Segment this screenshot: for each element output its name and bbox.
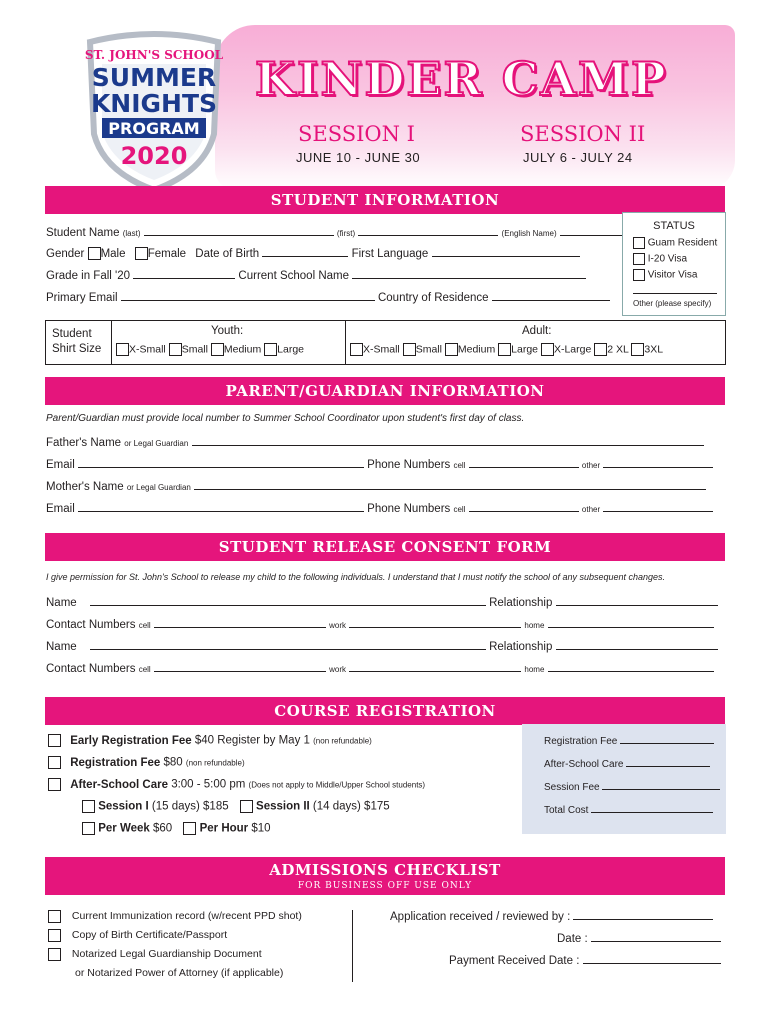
release-cell-field[interactable] xyxy=(154,618,326,628)
release-contact-row-2 xyxy=(46,662,714,675)
adult-xlarge-checkbox[interactable] xyxy=(541,343,554,356)
parent-info-heading: PARENT/GUARDIAN INFORMATION xyxy=(45,377,725,405)
adult-medium-checkbox[interactable] xyxy=(445,343,458,356)
per-week-amount: $60 xyxy=(152,822,173,835)
last-label: (last) xyxy=(122,229,141,238)
early-note: Register by May 1 xyxy=(217,734,310,747)
non-refundable-label: (non refundable) xyxy=(185,758,245,768)
work-label: work xyxy=(329,621,346,630)
early-registration-row xyxy=(48,734,372,747)
logo-line1: SUMMER xyxy=(91,63,217,92)
header xyxy=(0,0,770,185)
checklist-heading: ADMISSIONS CHECKLIST xyxy=(269,861,501,879)
page-title: KINDER CAMP xyxy=(255,52,668,106)
cell-label: cell xyxy=(453,505,466,514)
guam-resident-label: Guam Resident xyxy=(647,237,718,249)
relationship-label: Relationship xyxy=(489,597,553,609)
pink-brush-background xyxy=(215,25,735,190)
contact-numbers-label: Contact Numbers xyxy=(46,619,136,631)
checklist-subheading: FOR BUSINESS OFF USE ONLY xyxy=(297,881,473,891)
status-panel xyxy=(622,212,726,316)
first-name-field[interactable] xyxy=(358,226,498,236)
checklist-band xyxy=(45,857,725,895)
payment-label: Payment Received Date : xyxy=(449,955,580,967)
shirt-label-line2: Shirt Size xyxy=(52,343,102,355)
primary-email-label: Primary Email xyxy=(46,292,118,304)
session-2-dates: JULY 6 - JULY 24 xyxy=(523,150,633,165)
first-language-field[interactable] xyxy=(432,247,580,257)
panel-row xyxy=(544,803,713,816)
status-other-label: Other (please specify) xyxy=(633,299,712,308)
english-name-field[interactable] xyxy=(560,226,630,236)
checklist-item-label: Current Immunization record (w/recent PPD shot) xyxy=(71,910,302,923)
shirt-divider xyxy=(111,321,112,364)
release-home-field[interactable] xyxy=(548,618,714,628)
adult-3xl-checkbox[interactable] xyxy=(631,343,644,356)
home-label: home xyxy=(524,621,545,630)
registration-fee-row xyxy=(48,756,245,769)
release-name-field[interactable] xyxy=(90,640,486,650)
shirt-label-line1: Student xyxy=(52,328,92,340)
youth-small-checkbox[interactable] xyxy=(169,343,182,356)
male-checkbox[interactable] xyxy=(88,247,101,260)
panel-afterschool-field[interactable] xyxy=(626,757,710,767)
home-label: home xyxy=(524,665,545,674)
status-title: STATUS xyxy=(653,220,695,232)
status-option-guam xyxy=(633,237,717,249)
status-option-i20 xyxy=(633,253,687,265)
male-label: Male xyxy=(100,248,126,260)
checklist-divider xyxy=(352,910,353,982)
session-1-checkbox[interactable] xyxy=(82,800,95,813)
legal-guardian-label: or Legal Guardian xyxy=(124,439,189,448)
session-2-checkbox[interactable] xyxy=(240,800,253,813)
adult-size-label: 2 XL xyxy=(607,343,629,356)
adult-2xl-checkbox[interactable] xyxy=(594,343,607,356)
relationship-label: Relationship xyxy=(489,641,553,653)
release-work-field[interactable] xyxy=(349,662,521,672)
first-label: (first) xyxy=(336,229,356,238)
logo-school: ST. JOHN'S SCHOOL xyxy=(84,48,224,62)
fathers-name-field[interactable] xyxy=(192,436,704,446)
date-row xyxy=(557,932,721,945)
session-2-detail: (14 days) $175 xyxy=(312,800,390,813)
youth-size-label: Medium xyxy=(223,343,262,356)
email-label: Email xyxy=(46,459,75,471)
female-label: Female xyxy=(147,248,187,260)
release-home-field[interactable] xyxy=(548,662,714,672)
mother-cell-field[interactable] xyxy=(469,502,579,512)
logo-line3: PROGRAM xyxy=(108,119,200,138)
mother-row xyxy=(46,480,706,493)
panel-row xyxy=(544,780,720,793)
release-heading: STUDENT RELEASE CONSENT FORM xyxy=(45,533,725,561)
per-hour-amount: $10 xyxy=(251,822,271,835)
logo-year: 2020 xyxy=(120,142,188,170)
release-name-field[interactable] xyxy=(90,596,486,606)
country-label: Country of Residence xyxy=(377,292,489,304)
adult-size-label: X-Small xyxy=(363,343,400,356)
date-label: Date : xyxy=(557,933,588,945)
date-field[interactable] xyxy=(591,932,721,942)
course-heading: COURSE REGISTRATION xyxy=(45,697,725,725)
youth-size-label: Large xyxy=(277,343,305,356)
adult-large-checkbox[interactable] xyxy=(498,343,511,356)
shirt-size-table xyxy=(45,320,726,365)
other-label: other xyxy=(581,505,601,514)
afterschool-time: 3:00 - 5:00 pm xyxy=(171,778,246,791)
youth-sizes xyxy=(116,343,304,356)
relationship-field[interactable] xyxy=(556,640,718,650)
adult-size-label: Medium xyxy=(457,343,496,356)
youth-label: Youth: xyxy=(211,325,244,337)
reg-amount: $80 xyxy=(163,756,183,769)
cell-label: cell xyxy=(138,665,151,674)
checklist-item-label: Copy of Birth Certificate/Passport xyxy=(71,929,228,942)
father-cell-field[interactable] xyxy=(469,458,579,468)
rate-choice-row xyxy=(82,822,271,835)
father-email-row xyxy=(46,458,713,471)
contact-numbers-label: Contact Numbers xyxy=(46,663,136,675)
status-other-field[interactable] xyxy=(633,293,717,294)
checklist-item xyxy=(48,948,262,961)
relationship-field[interactable] xyxy=(556,596,718,606)
student-name-row xyxy=(46,226,630,239)
mother-email-row xyxy=(46,502,713,515)
country-field[interactable] xyxy=(492,291,610,301)
release-contact-row-1 xyxy=(46,618,714,631)
guardianship-checkbox[interactable] xyxy=(48,948,61,961)
mothers-name-field[interactable] xyxy=(194,480,706,490)
panel-registration-fee-field[interactable] xyxy=(620,734,714,744)
panel-total-cost-label: Total Cost xyxy=(544,805,589,816)
i20-visa-label: I-20 Visa xyxy=(647,253,688,265)
early-label: Early Registration Fee xyxy=(70,734,192,747)
session-2-label: SESSION II xyxy=(520,122,646,146)
shirt-label xyxy=(52,327,101,357)
per-week-option: Per Week xyxy=(98,822,150,835)
checklist-item-sub: or Notarized Power of Attorney (if applicable) xyxy=(75,967,284,979)
registration-fee-checkbox[interactable] xyxy=(48,756,61,769)
panel-total-cost-field[interactable] xyxy=(591,803,713,813)
youth-size-label: X-Small xyxy=(129,343,166,356)
legal-guardian-label: or Legal Guardian xyxy=(126,483,191,492)
visitor-visa-checkbox[interactable] xyxy=(633,269,645,281)
session-1-option: Session I xyxy=(98,800,149,813)
gender-label: Gender xyxy=(46,248,85,260)
other-label: other xyxy=(581,461,601,470)
panel-afterschool-label: After-School Care xyxy=(544,759,624,770)
fee-summary-panel xyxy=(522,724,726,834)
session-choice-row xyxy=(82,800,390,813)
per-week-checkbox[interactable] xyxy=(82,822,95,835)
phone-label: Phone Numbers xyxy=(367,503,451,515)
application-field[interactable] xyxy=(573,910,713,920)
afterschool-checkbox[interactable] xyxy=(48,778,61,791)
cell-label: cell xyxy=(138,621,151,630)
youth-xsmall-checkbox[interactable] xyxy=(116,343,129,356)
english-name-label: (English Name) xyxy=(501,229,557,238)
application-row xyxy=(390,910,713,923)
panel-session-fee-label: Session Fee xyxy=(544,782,600,793)
panel-row xyxy=(544,757,710,770)
session-1-dates: JUNE 10 - JUNE 30 xyxy=(296,150,421,165)
work-label: work xyxy=(329,665,346,674)
panel-registration-fee-label: Registration Fee xyxy=(544,736,618,747)
grade-row xyxy=(46,269,586,282)
primary-email-field[interactable] xyxy=(121,291,375,301)
afterschool-label: After-School Care xyxy=(70,778,168,791)
adult-size-label: Small xyxy=(415,343,442,356)
gender-row xyxy=(46,247,580,260)
shirt-divider xyxy=(345,321,346,364)
grade-label: Grade in Fall '20 xyxy=(46,270,131,282)
student-name-label: Student Name xyxy=(46,227,120,239)
release-name-row-2 xyxy=(46,640,718,653)
mothers-name-label: Mother's Name xyxy=(46,481,124,493)
checklist-item xyxy=(48,910,302,923)
current-school-field[interactable] xyxy=(352,269,586,279)
fathers-name-label: Father's Name xyxy=(46,437,122,449)
father-row xyxy=(46,436,704,449)
female-checkbox[interactable] xyxy=(135,247,148,260)
application-label: Application received / reviewed by : xyxy=(390,911,571,923)
status-option-visitor xyxy=(633,269,697,281)
parent-note: Parent/Guardian must provide local number to Summer School Coordinator upon student's first day of class. xyxy=(46,413,525,424)
i20-visa-checkbox[interactable] xyxy=(633,253,645,265)
non-refundable-label: (non refundable) xyxy=(313,736,372,746)
mother-email-field[interactable] xyxy=(78,502,364,512)
adult-label: Adult: xyxy=(522,325,552,337)
dob-label: Date of Birth xyxy=(195,248,260,260)
panel-row xyxy=(544,734,714,747)
release-work-field[interactable] xyxy=(349,618,521,628)
last-name-field[interactable] xyxy=(144,226,334,236)
visitor-visa-label: Visitor Visa xyxy=(647,269,698,281)
release-cell-field[interactable] xyxy=(154,662,326,672)
phone-label: Phone Numbers xyxy=(367,459,451,471)
youth-large-checkbox[interactable] xyxy=(264,343,277,356)
per-hour-checkbox[interactable] xyxy=(183,822,196,835)
release-note: I give permission for St. John's School to release my child to the following individuals. I understand that I must notify the school of any subsequent changes. xyxy=(46,572,666,582)
immunization-checkbox[interactable] xyxy=(48,910,61,923)
email-row xyxy=(46,291,610,304)
cell-label: cell xyxy=(453,461,466,470)
dob-field[interactable] xyxy=(262,247,348,257)
payment-row xyxy=(449,954,721,967)
birth-certificate-checkbox[interactable] xyxy=(48,929,61,942)
early-registration-checkbox[interactable] xyxy=(48,734,61,747)
youth-size-label: Small xyxy=(181,343,208,356)
youth-medium-checkbox[interactable] xyxy=(211,343,224,356)
per-hour-option: Per Hour xyxy=(199,822,249,835)
student-info-heading: STUDENT INFORMATION xyxy=(45,186,725,214)
afterschool-row xyxy=(48,778,425,791)
summer-knights-logo xyxy=(80,24,228,192)
name-label: Name xyxy=(46,641,77,653)
checklist-item-label: Notarized Legal Guardianship Document xyxy=(71,948,262,961)
early-amount: $40 xyxy=(194,734,215,747)
adult-sizes xyxy=(350,343,663,356)
adult-size-label: X-Large xyxy=(553,343,592,356)
panel-session-fee-field[interactable] xyxy=(602,780,720,790)
session-1-detail: (15 days) $185 xyxy=(151,800,229,813)
session-2-option: Session II xyxy=(256,800,310,813)
email-label: Email xyxy=(46,503,75,515)
adult-size-label: Large xyxy=(511,343,539,356)
father-other-field[interactable] xyxy=(603,458,713,468)
guam-resident-checkbox[interactable] xyxy=(633,237,645,249)
first-language-label: First Language xyxy=(351,248,429,260)
release-name-row-1 xyxy=(46,596,718,609)
name-label: Name xyxy=(46,597,77,609)
father-email-field[interactable] xyxy=(78,458,364,468)
grade-field[interactable] xyxy=(133,269,235,279)
current-school-label: Current School Name xyxy=(238,270,349,282)
session-1-label: SESSION I xyxy=(298,122,415,146)
logo-line2: KNIGHTS xyxy=(90,89,218,118)
adult-small-checkbox[interactable] xyxy=(403,343,416,356)
payment-field[interactable] xyxy=(583,954,721,964)
adult-xsmall-checkbox[interactable] xyxy=(350,343,363,356)
adult-size-label: 3XL xyxy=(644,343,664,356)
checklist-item xyxy=(48,929,227,942)
afterschool-note: (Does not apply to Middle/Upper School students) xyxy=(248,780,426,790)
reg-label: Registration Fee xyxy=(70,756,161,769)
mother-other-field[interactable] xyxy=(603,502,713,512)
